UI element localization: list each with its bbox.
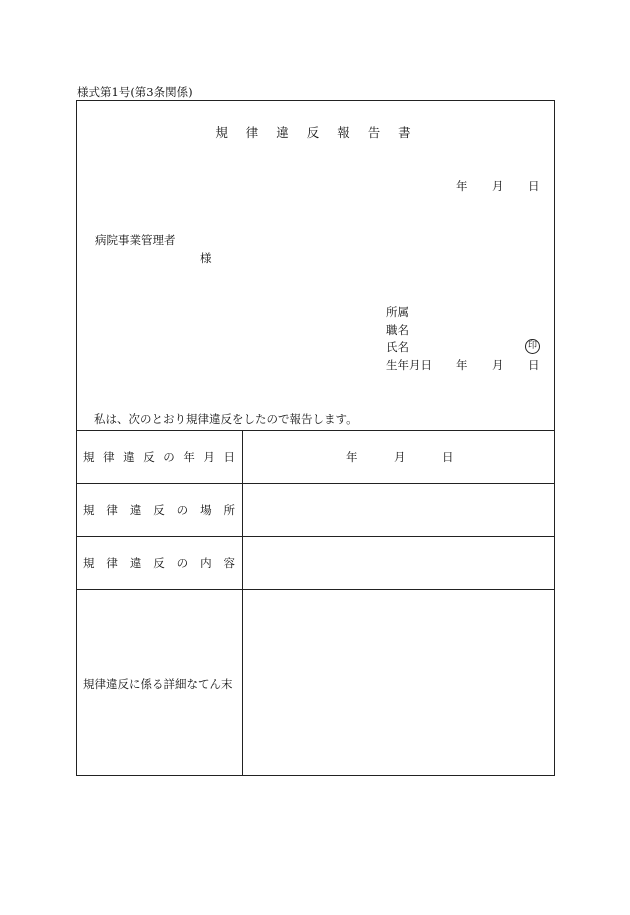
form-title: 規 律 違 反 報 告 書 [215,125,418,140]
report-form-frame [76,100,555,776]
affiliation-label: 所属 [386,305,409,319]
position-label: 職名 [386,323,409,337]
form-number-label: 様式第1号(第3条関係) [77,85,193,99]
addressee-honorific: 様 [200,251,212,265]
table-row-divider [77,483,554,484]
birth-year-label: 年 [456,358,468,372]
table-row-divider [77,536,554,537]
table-top-line [77,430,554,431]
date-month-label: 月 [492,179,504,193]
name-label: 氏名 [386,340,409,354]
violation-date-year: 年 [346,450,358,464]
addressee-name: 病院事業管理者 [95,233,176,247]
table-column-divider [242,430,243,776]
violation-content-label: 規律違反の内容 [83,556,235,570]
date-day-label: 日 [528,179,540,193]
birth-month-label: 月 [492,358,504,372]
table-row-divider [77,589,554,590]
seal-mark: 印 [525,339,540,354]
report-statement: 私は、次のとおり規律違反をしたので報告します。 [94,412,358,426]
violation-date-day: 日 [442,450,454,464]
date-year-label: 年 [456,179,468,193]
violation-place-label: 規律違反の場所 [83,503,235,517]
birthdate-label: 生年月日 [386,358,432,372]
violation-date-label: 規律違反の年月日 [83,450,235,464]
birth-day-label: 日 [528,358,540,372]
violation-details-label: 規律違反に係る詳細なてん末 [83,677,233,691]
violation-date-month: 月 [394,450,406,464]
